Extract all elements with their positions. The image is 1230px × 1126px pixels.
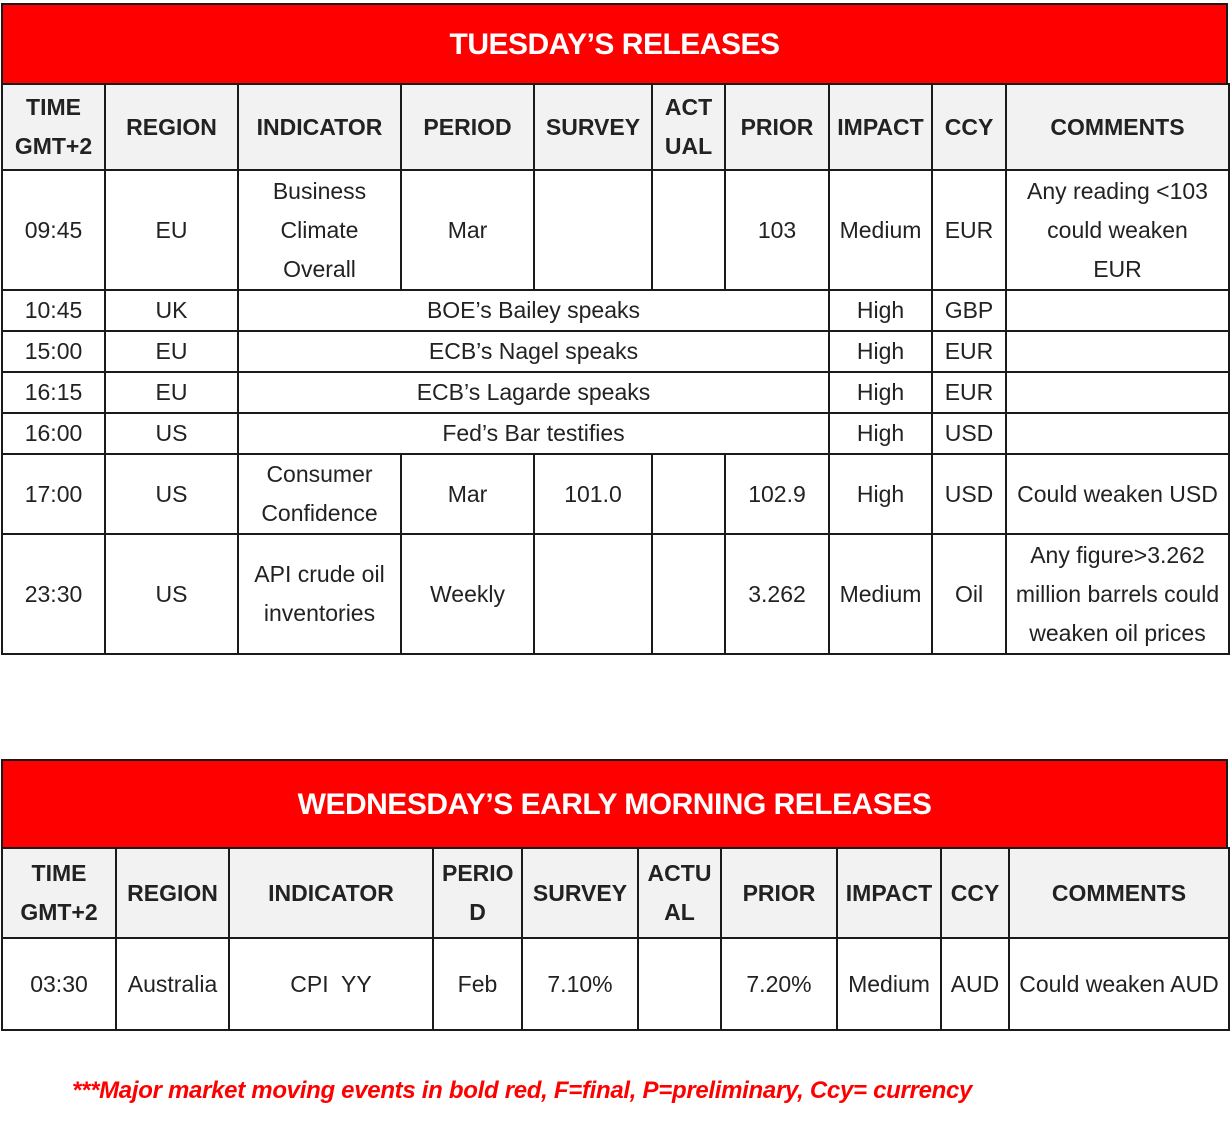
header-actual: ACTU AL: [638, 848, 721, 938]
cell-ccy: EUR: [932, 331, 1006, 372]
cell-time: 09:45: [2, 170, 105, 290]
cell-ccy: Oil: [932, 534, 1006, 654]
cell-region: Australia: [116, 938, 229, 1030]
table-row: [2, 938, 1229, 1030]
tuesday-releases-section: [1, 3, 1228, 655]
cell-event: ECB’s Nagel speaks: [238, 331, 829, 372]
cell-period: Mar: [401, 170, 534, 290]
cell-prior: 103: [725, 170, 829, 290]
cell-impact: High: [829, 413, 932, 454]
cell-ccy: EUR: [932, 372, 1006, 413]
cell-region: US: [105, 534, 238, 654]
cell-region: US: [105, 454, 238, 534]
cell-impact: Medium: [837, 938, 941, 1030]
table-row: [2, 413, 1229, 454]
cell-survey: [534, 534, 652, 654]
cell-survey: 7.10%: [522, 938, 638, 1030]
footnote: ***Major market moving events in bold red, F=final, P=preliminary, Ccy= currency: [72, 1077, 973, 1104]
cell-ccy: AUD: [941, 938, 1009, 1030]
cell-actual: [652, 454, 725, 534]
cell-period: Mar: [401, 454, 534, 534]
cell-survey: [534, 170, 652, 290]
cell-event: Fed’s Bar testifies: [238, 413, 829, 454]
table-row: [2, 290, 1229, 331]
cell-impact: Medium: [829, 534, 932, 654]
table-row: [2, 372, 1229, 413]
cell-time: 15:00: [2, 331, 105, 372]
header-time: TIME GMT+2: [2, 84, 105, 170]
cell-time: 17:00: [2, 454, 105, 534]
header-region: REGION: [105, 84, 238, 170]
cell-period: Weekly: [401, 534, 534, 654]
cell-comments: Any figure>3.262 million barrels could weaken oil prices: [1006, 534, 1229, 654]
header-region: REGION: [116, 848, 229, 938]
cell-period: Feb: [433, 938, 522, 1030]
cell-indicator: API crude oil inventories: [238, 534, 401, 654]
wednesday-releases-title: WEDNESDAY’S EARLY MORNING RELEASES: [1, 759, 1228, 847]
cell-prior: 102.9: [725, 454, 829, 534]
cell-region: US: [105, 413, 238, 454]
table-row: [2, 534, 1229, 654]
header-ccy: CCY: [932, 84, 1006, 170]
table-row: [2, 454, 1229, 534]
header-prior: PRIOR: [721, 848, 837, 938]
cell-comments: [1006, 372, 1229, 413]
cell-impact: High: [829, 290, 932, 331]
cell-event: BOE’s Bailey speaks: [238, 290, 829, 331]
cell-comments: Could weaken AUD: [1009, 938, 1229, 1030]
cell-prior: 3.262: [725, 534, 829, 654]
wednesday-releases-section: [1, 759, 1228, 1031]
cell-comments: [1006, 331, 1229, 372]
cell-actual: [638, 938, 721, 1030]
tuesday-releases-title: TUESDAY’S RELEASES: [1, 3, 1228, 83]
cell-impact: Medium: [829, 170, 932, 290]
cell-indicator: Consumer Confidence: [238, 454, 401, 534]
cell-time: 16:15: [2, 372, 105, 413]
table-row: [2, 170, 1229, 290]
header-impact: IMPACT: [829, 84, 932, 170]
cell-actual: [652, 170, 725, 290]
cell-ccy: USD: [932, 413, 1006, 454]
cell-time: 23:30: [2, 534, 105, 654]
header-actual: ACT UAL: [652, 84, 725, 170]
cell-ccy: GBP: [932, 290, 1006, 331]
cell-indicator: CPI YY: [229, 938, 433, 1030]
header-survey: SURVEY: [522, 848, 638, 938]
cell-prior: 7.20%: [721, 938, 837, 1030]
header-indicator: INDICATOR: [238, 84, 401, 170]
cell-event: ECB’s Lagarde speaks: [238, 372, 829, 413]
header-period: PERIOD: [401, 84, 534, 170]
table-row: [2, 331, 1229, 372]
tuesday-releases-table: [1, 83, 1230, 655]
cell-time: 10:45: [2, 290, 105, 331]
cell-impact: High: [829, 372, 932, 413]
header-prior: PRIOR: [725, 84, 829, 170]
header-impact: IMPACT: [837, 848, 941, 938]
cell-region: EU: [105, 331, 238, 372]
cell-survey: 101.0: [534, 454, 652, 534]
table-header-row: [2, 848, 1229, 938]
wednesday-releases-table: [1, 847, 1230, 1031]
cell-region: UK: [105, 290, 238, 331]
cell-actual: [652, 534, 725, 654]
cell-region: EU: [105, 372, 238, 413]
header-period: PERIO D: [433, 848, 522, 938]
cell-time: 03:30: [2, 938, 116, 1030]
header-survey: SURVEY: [534, 84, 652, 170]
header-indicator: INDICATOR: [229, 848, 433, 938]
cell-ccy: EUR: [932, 170, 1006, 290]
cell-comments: Could weaken USD: [1006, 454, 1229, 534]
header-ccy: CCY: [941, 848, 1009, 938]
cell-comments: [1006, 413, 1229, 454]
header-comments: COMMENTS: [1006, 84, 1229, 170]
cell-comments: Any reading <103 could weaken EUR: [1006, 170, 1229, 290]
cell-impact: High: [829, 454, 932, 534]
cell-ccy: USD: [932, 454, 1006, 534]
cell-comments: [1006, 290, 1229, 331]
table-header-row: [2, 84, 1229, 170]
cell-impact: High: [829, 331, 932, 372]
header-time: TIME GMT+2: [2, 848, 116, 938]
cell-indicator: Business Climate Overall: [238, 170, 401, 290]
cell-region: EU: [105, 170, 238, 290]
cell-time: 16:00: [2, 413, 105, 454]
header-comments: COMMENTS: [1009, 848, 1229, 938]
